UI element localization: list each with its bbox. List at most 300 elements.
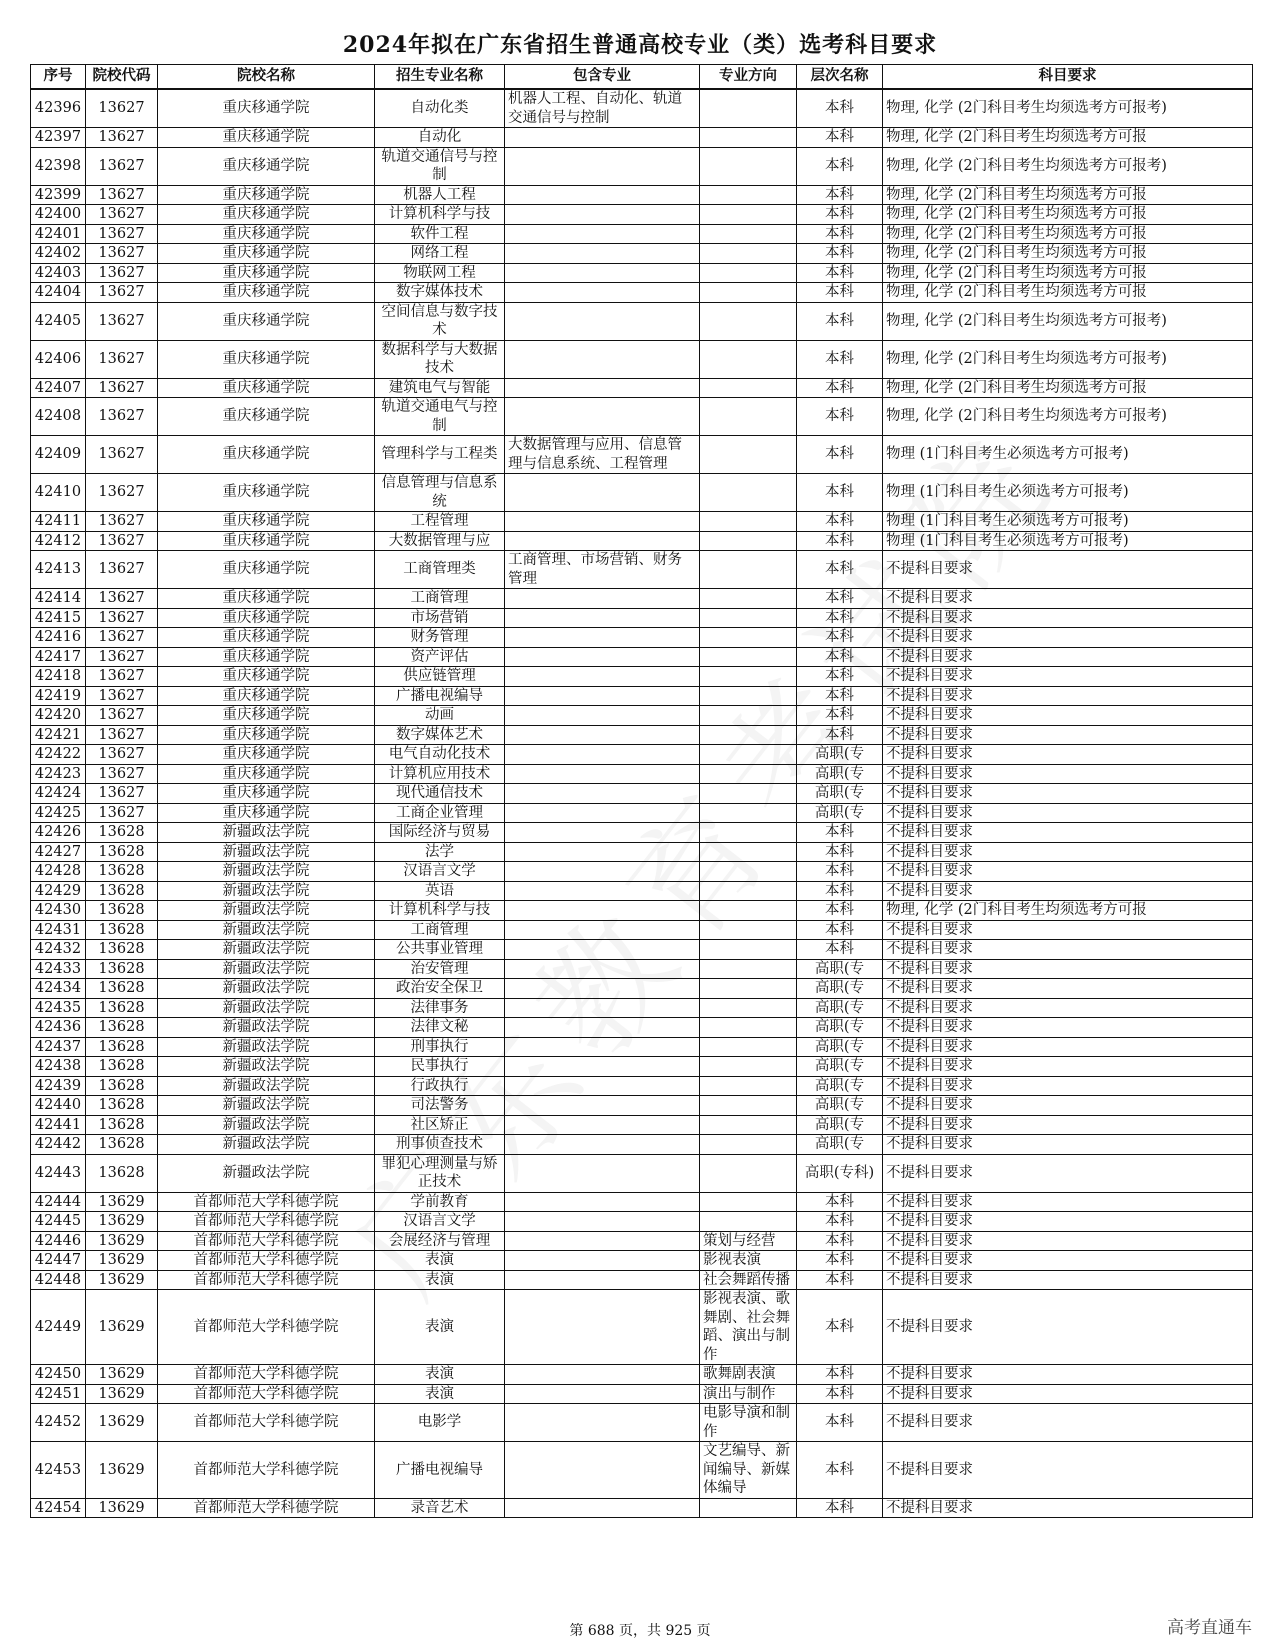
cell-school-code: 13629 [86, 1212, 158, 1232]
cell-direction: 歌舞剧表演 [700, 1365, 797, 1385]
header-direction: 专业方向 [700, 65, 797, 90]
cell-level: 本科 [797, 185, 883, 205]
cell-school-name: 重庆移通学院 [158, 512, 375, 532]
cell-school-name: 新疆政法学院 [158, 862, 375, 882]
cell-school-code: 13628 [86, 1154, 158, 1192]
cell-school-name: 首都师范大学科德学院 [158, 1270, 375, 1290]
cell-level: 本科 [797, 244, 883, 264]
cell-school-name: 重庆移通学院 [158, 803, 375, 823]
cell-seq: 42452 [31, 1404, 86, 1442]
cell-seq: 42434 [31, 979, 86, 999]
table-row [31, 686, 1253, 706]
cell-direction [700, 512, 797, 532]
cell-included-majors [505, 1404, 700, 1442]
cell-level: 本科 [797, 263, 883, 283]
cell-seq: 42405 [31, 302, 86, 340]
cell-school-name: 重庆移通学院 [158, 89, 375, 128]
cell-included-majors [505, 608, 700, 628]
cell-included-majors [505, 512, 700, 532]
cell-school-code: 13629 [86, 1251, 158, 1271]
cell-major-name: 广播电视编导 [375, 1442, 505, 1499]
cell-subject-req: 不提科目要求 [883, 998, 1253, 1018]
cell-subject-req: 不提科目要求 [883, 803, 1253, 823]
table-row [31, 1057, 1253, 1077]
cell-level: 本科 [797, 531, 883, 551]
cell-major-name: 现代通信技术 [375, 784, 505, 804]
cell-direction [700, 1076, 797, 1096]
cell-subject-req: 不提科目要求 [883, 1057, 1253, 1077]
cell-subject-req: 不提科目要求 [883, 959, 1253, 979]
cell-included-majors [505, 1231, 700, 1251]
cell-school-name: 新疆政法学院 [158, 920, 375, 940]
cell-seq: 42414 [31, 589, 86, 609]
cell-seq: 42425 [31, 803, 86, 823]
cell-direction [700, 205, 797, 225]
cell-seq: 42409 [31, 436, 86, 474]
cell-direction [700, 436, 797, 474]
cell-direction [700, 1018, 797, 1038]
cell-level: 本科 [797, 1498, 883, 1518]
cell-major-name: 英语 [375, 881, 505, 901]
cell-major-name: 大数据管理与应 [375, 531, 505, 551]
cell-included-majors [505, 340, 700, 378]
cell-level: 本科 [797, 647, 883, 667]
cell-direction [700, 667, 797, 687]
cell-major-name: 计算机科学与技 [375, 205, 505, 225]
cell-direction [700, 881, 797, 901]
cell-seq: 42403 [31, 263, 86, 283]
cell-major-name: 国际经济与贸易 [375, 823, 505, 843]
cell-level: 本科 [797, 1270, 883, 1290]
cell-included-majors [505, 1251, 700, 1271]
cell-level: 本科 [797, 1365, 883, 1385]
cell-subject-req: 不提科目要求 [883, 628, 1253, 648]
cell-subject-req: 物理 (1门科目考生必须选考方可报考) [883, 512, 1253, 532]
cell-school-name: 首都师范大学科德学院 [158, 1365, 375, 1385]
cell-school-code: 13629 [86, 1290, 158, 1365]
cell-school-code: 13627 [86, 263, 158, 283]
cell-school-code: 13628 [86, 1096, 158, 1116]
cell-school-name: 重庆移通学院 [158, 531, 375, 551]
cell-major-name: 计算机科学与技 [375, 901, 505, 921]
cell-seq: 42416 [31, 628, 86, 648]
cell-school-code: 13627 [86, 745, 158, 765]
cell-school-code: 13627 [86, 551, 158, 589]
cell-direction [700, 647, 797, 667]
cell-seq: 42445 [31, 1212, 86, 1232]
table-body [31, 89, 1253, 1518]
table-row [31, 1251, 1253, 1271]
cell-seq: 42421 [31, 725, 86, 745]
cell-included-majors [505, 1076, 700, 1096]
cell-included-majors [505, 803, 700, 823]
cell-subject-req: 不提科目要求 [883, 881, 1253, 901]
cell-seq: 42442 [31, 1135, 86, 1155]
cell-school-name: 重庆移通学院 [158, 185, 375, 205]
cell-major-name: 广播电视编导 [375, 686, 505, 706]
cell-subject-req: 不提科目要求 [883, 608, 1253, 628]
cell-direction [700, 378, 797, 398]
cell-direction [700, 706, 797, 726]
cell-school-code: 13627 [86, 244, 158, 264]
cell-subject-req: 物理, 化学 (2门科目考生均须选考方可报 [883, 128, 1253, 148]
table-row [31, 667, 1253, 687]
cell-subject-req: 不提科目要求 [883, 1404, 1253, 1442]
cell-included-majors [505, 686, 700, 706]
cell-level: 高职(专 [797, 998, 883, 1018]
cell-level: 本科 [797, 842, 883, 862]
cell-direction [700, 764, 797, 784]
cell-school-name: 首都师范大学科德学院 [158, 1384, 375, 1404]
cell-school-code: 13627 [86, 686, 158, 706]
cell-included-majors [505, 745, 700, 765]
cell-major-name: 建筑电气与智能 [375, 378, 505, 398]
cell-direction [700, 784, 797, 804]
cell-seq: 42417 [31, 647, 86, 667]
cell-school-code: 13627 [86, 608, 158, 628]
cell-direction [700, 745, 797, 765]
table-row [31, 1076, 1253, 1096]
table-row [31, 1231, 1253, 1251]
table-row [31, 1442, 1253, 1499]
cell-school-code: 13627 [86, 764, 158, 784]
cell-level: 高职(专 [797, 1037, 883, 1057]
cell-included-majors [505, 881, 700, 901]
cell-seq: 42411 [31, 512, 86, 532]
cell-school-name: 重庆移通学院 [158, 205, 375, 225]
cell-major-name: 表演 [375, 1290, 505, 1365]
cell-school-name: 重庆移通学院 [158, 398, 375, 436]
cell-direction [700, 128, 797, 148]
cell-school-name: 新疆政法学院 [158, 842, 375, 862]
cell-school-code: 13627 [86, 706, 158, 726]
cell-school-name: 重庆移通学院 [158, 725, 375, 745]
cell-school-name: 新疆政法学院 [158, 979, 375, 999]
cell-level: 本科 [797, 667, 883, 687]
cell-subject-req: 不提科目要求 [883, 706, 1253, 726]
cell-school-code: 13627 [86, 147, 158, 185]
cell-direction [700, 901, 797, 921]
table-row [31, 378, 1253, 398]
cell-major-name: 公共事业管理 [375, 940, 505, 960]
cell-school-name: 重庆移通学院 [158, 378, 375, 398]
cell-level: 本科 [797, 1442, 883, 1499]
cell-level: 本科 [797, 1384, 883, 1404]
table-row [31, 1384, 1253, 1404]
cell-direction [700, 1135, 797, 1155]
cell-major-name: 财务管理 [375, 628, 505, 648]
cell-seq: 42422 [31, 745, 86, 765]
cell-direction: 策划与经营 [700, 1231, 797, 1251]
table-row [31, 1290, 1253, 1365]
cell-seq: 42427 [31, 842, 86, 862]
cell-seq: 42400 [31, 205, 86, 225]
cell-level: 本科 [797, 1231, 883, 1251]
cell-major-name: 政治安全保卫 [375, 979, 505, 999]
cell-subject-req: 不提科目要求 [883, 1115, 1253, 1135]
cell-subject-req: 不提科目要求 [883, 1135, 1253, 1155]
cell-seq: 42398 [31, 147, 86, 185]
cell-major-name: 社区矫正 [375, 1115, 505, 1135]
cell-major-name: 工商管理 [375, 589, 505, 609]
cell-subject-req: 不提科目要求 [883, 862, 1253, 882]
cell-seq: 42436 [31, 1018, 86, 1038]
cell-direction [700, 823, 797, 843]
cell-level: 本科 [797, 551, 883, 589]
cell-school-code: 13628 [86, 920, 158, 940]
cell-subject-req: 物理 (1门科目考生必须选考方可报考) [883, 436, 1253, 474]
cell-major-name: 网络工程 [375, 244, 505, 264]
cell-level: 本科 [797, 608, 883, 628]
cell-level: 本科 [797, 725, 883, 745]
cell-direction [700, 803, 797, 823]
cell-direction [700, 862, 797, 882]
table-row [31, 881, 1253, 901]
table-row [31, 940, 1253, 960]
cell-school-name: 重庆移通学院 [158, 128, 375, 148]
cell-school-name: 重庆移通学院 [158, 589, 375, 609]
cell-level: 本科 [797, 474, 883, 512]
table-row [31, 244, 1253, 264]
page-footer: 第 688 页，共 925 页 [569, 1623, 711, 1639]
table-row [31, 205, 1253, 225]
cell-school-code: 13627 [86, 128, 158, 148]
cell-included-majors [505, 862, 700, 882]
cell-subject-req: 不提科目要求 [883, 1076, 1253, 1096]
table-row [31, 474, 1253, 512]
table-row [31, 1404, 1253, 1442]
cell-seq: 42404 [31, 283, 86, 303]
cell-seq: 42429 [31, 881, 86, 901]
cell-major-name: 软件工程 [375, 224, 505, 244]
cell-subject-req: 不提科目要求 [883, 1154, 1253, 1192]
cell-level: 本科 [797, 436, 883, 474]
cell-included-majors [505, 725, 700, 745]
cell-school-name: 新疆政法学院 [158, 823, 375, 843]
cell-school-code: 13628 [86, 1135, 158, 1155]
cell-school-name: 新疆政法学院 [158, 1154, 375, 1192]
cell-direction [700, 531, 797, 551]
cell-school-code: 13628 [86, 842, 158, 862]
cell-seq: 42430 [31, 901, 86, 921]
cell-direction [700, 920, 797, 940]
cell-direction [700, 398, 797, 436]
cell-level: 本科 [797, 128, 883, 148]
cell-included-majors [505, 842, 700, 862]
cell-school-code: 13627 [86, 398, 158, 436]
table-row [31, 302, 1253, 340]
cell-major-name: 表演 [375, 1270, 505, 1290]
cell-school-name: 首都师范大学科德学院 [158, 1442, 375, 1499]
cell-major-name: 轨道交通信号与控制 [375, 147, 505, 185]
cell-level: 高职(专 [797, 959, 883, 979]
cell-included-majors [505, 959, 700, 979]
cell-included-majors [505, 1384, 700, 1404]
table-row [31, 1115, 1253, 1135]
table-row [31, 128, 1253, 148]
cell-major-name: 电影学 [375, 1404, 505, 1442]
cell-direction [700, 340, 797, 378]
table-row [31, 283, 1253, 303]
cell-level: 本科 [797, 901, 883, 921]
cell-school-name: 重庆移通学院 [158, 302, 375, 340]
cell-included-majors [505, 398, 700, 436]
cell-direction: 电影导演和制作 [700, 1404, 797, 1442]
cell-major-name: 行政执行 [375, 1076, 505, 1096]
cell-school-code: 13629 [86, 1365, 158, 1385]
cell-school-name: 新疆政法学院 [158, 1018, 375, 1038]
cell-level: 高职(专 [797, 745, 883, 765]
cell-school-name: 重庆移通学院 [158, 474, 375, 512]
cell-direction [700, 940, 797, 960]
cell-subject-req: 不提科目要求 [883, 1270, 1253, 1290]
table-row [31, 920, 1253, 940]
cell-major-name: 民事执行 [375, 1057, 505, 1077]
cell-included-majors [505, 1442, 700, 1499]
cell-seq: 42443 [31, 1154, 86, 1192]
cell-school-code: 13627 [86, 725, 158, 745]
cell-level: 本科 [797, 1212, 883, 1232]
cell-subject-req: 不提科目要求 [883, 1251, 1253, 1271]
table-row [31, 979, 1253, 999]
cell-seq: 42437 [31, 1037, 86, 1057]
cell-school-name: 首都师范大学科德学院 [158, 1290, 375, 1365]
cell-direction [700, 725, 797, 745]
cell-level: 本科 [797, 881, 883, 901]
cell-subject-req: 不提科目要求 [883, 940, 1253, 960]
table-row [31, 608, 1253, 628]
cell-seq: 42431 [31, 920, 86, 940]
cell-included-majors [505, 224, 700, 244]
header-school-name: 院校名称 [158, 65, 375, 90]
cell-seq: 42402 [31, 244, 86, 264]
cell-direction [700, 1115, 797, 1135]
cell-subject-req: 不提科目要求 [883, 686, 1253, 706]
table-row [31, 551, 1253, 589]
cell-major-name: 学前教育 [375, 1192, 505, 1212]
table-row [31, 185, 1253, 205]
cell-major-name: 会展经济与管理 [375, 1231, 505, 1251]
cell-level: 本科 [797, 1404, 883, 1442]
cell-included-majors [505, 283, 700, 303]
cell-subject-req: 不提科目要求 [883, 647, 1253, 667]
cell-school-code: 13627 [86, 283, 158, 303]
cell-direction [700, 959, 797, 979]
cell-school-name: 重庆移通学院 [158, 764, 375, 784]
cell-subject-req: 物理, 化学 (2门科目考生均须选考方可报 [883, 378, 1253, 398]
cell-school-code: 13627 [86, 224, 158, 244]
cell-level: 高职(专 [797, 1057, 883, 1077]
cell-school-code: 13629 [86, 1404, 158, 1442]
cell-school-code: 13627 [86, 205, 158, 225]
cell-school-code: 13629 [86, 1442, 158, 1499]
cell-level: 本科 [797, 823, 883, 843]
cell-included-majors [505, 1115, 700, 1135]
cell-level: 本科 [797, 686, 883, 706]
cell-school-code: 13628 [86, 1076, 158, 1096]
cell-subject-req: 物理, 化学 (2门科目考生均须选考方可报考) [883, 147, 1253, 185]
cell-seq: 42424 [31, 784, 86, 804]
cell-direction [700, 979, 797, 999]
table-row [31, 1037, 1253, 1057]
cell-major-name: 物联网工程 [375, 263, 505, 283]
cell-included-majors [505, 263, 700, 283]
cell-direction [700, 244, 797, 264]
table-row [31, 340, 1253, 378]
cell-direction [700, 283, 797, 303]
cell-level: 高职(专 [797, 1076, 883, 1096]
cell-school-code: 13627 [86, 647, 158, 667]
table-row [31, 1365, 1253, 1385]
cell-included-majors [505, 1290, 700, 1365]
cell-school-code: 13628 [86, 998, 158, 1018]
cell-seq: 42396 [31, 89, 86, 128]
cell-included-majors [505, 531, 700, 551]
cell-level: 本科 [797, 224, 883, 244]
cell-included-majors [505, 1192, 700, 1212]
header-major-name: 招生专业名称 [375, 65, 505, 90]
cell-school-code: 13627 [86, 378, 158, 398]
cell-school-name: 重庆移通学院 [158, 244, 375, 264]
cell-major-name: 司法警务 [375, 1096, 505, 1116]
cell-school-name: 新疆政法学院 [158, 1037, 375, 1057]
cell-subject-req: 物理 (1门科目考生必须选考方可报考) [883, 531, 1253, 551]
cell-included-majors [505, 901, 700, 921]
cell-seq: 42413 [31, 551, 86, 589]
cell-seq: 42406 [31, 340, 86, 378]
cell-school-name: 新疆政法学院 [158, 1076, 375, 1096]
cell-included-majors [505, 667, 700, 687]
cell-seq: 42451 [31, 1384, 86, 1404]
cell-major-name: 电气自动化技术 [375, 745, 505, 765]
table-row [31, 862, 1253, 882]
cell-seq: 42397 [31, 128, 86, 148]
cell-direction: 影视表演 [700, 1251, 797, 1271]
table-row [31, 998, 1253, 1018]
table-row [31, 647, 1253, 667]
cell-major-name: 治安管理 [375, 959, 505, 979]
cell-subject-req: 不提科目要求 [883, 725, 1253, 745]
cell-major-name: 计算机应用技术 [375, 764, 505, 784]
cell-school-code: 13627 [86, 628, 158, 648]
table-row [31, 1096, 1253, 1116]
cell-subject-req: 物理, 化学 (2门科目考生均须选考方可报考) [883, 398, 1253, 436]
cell-seq: 42426 [31, 823, 86, 843]
table-row [31, 784, 1253, 804]
cell-subject-req: 物理, 化学 (2门科目考生均须选考方可报 [883, 185, 1253, 205]
cell-included-majors [505, 706, 700, 726]
cell-seq: 42432 [31, 940, 86, 960]
cell-major-name: 轨道交通电气与控制 [375, 398, 505, 436]
table-row [31, 1135, 1253, 1155]
table-row [31, 1212, 1253, 1232]
cell-included-majors [505, 474, 700, 512]
cell-direction [700, 1154, 797, 1192]
cell-level: 高职(专 [797, 1096, 883, 1116]
cell-subject-req: 不提科目要求 [883, 1018, 1253, 1038]
cell-school-code: 13627 [86, 185, 158, 205]
cell-included-majors: 工商管理、市场营销、财务管理 [505, 551, 700, 589]
cell-school-code: 13629 [86, 1498, 158, 1518]
cell-school-code: 13627 [86, 302, 158, 340]
cell-subject-req: 不提科目要求 [883, 1384, 1253, 1404]
cell-included-majors [505, 764, 700, 784]
table-row [31, 823, 1253, 843]
cell-school-name: 新疆政法学院 [158, 1115, 375, 1135]
cell-level: 本科 [797, 706, 883, 726]
cell-school-name: 首都师范大学科德学院 [158, 1404, 375, 1442]
cell-direction [700, 224, 797, 244]
